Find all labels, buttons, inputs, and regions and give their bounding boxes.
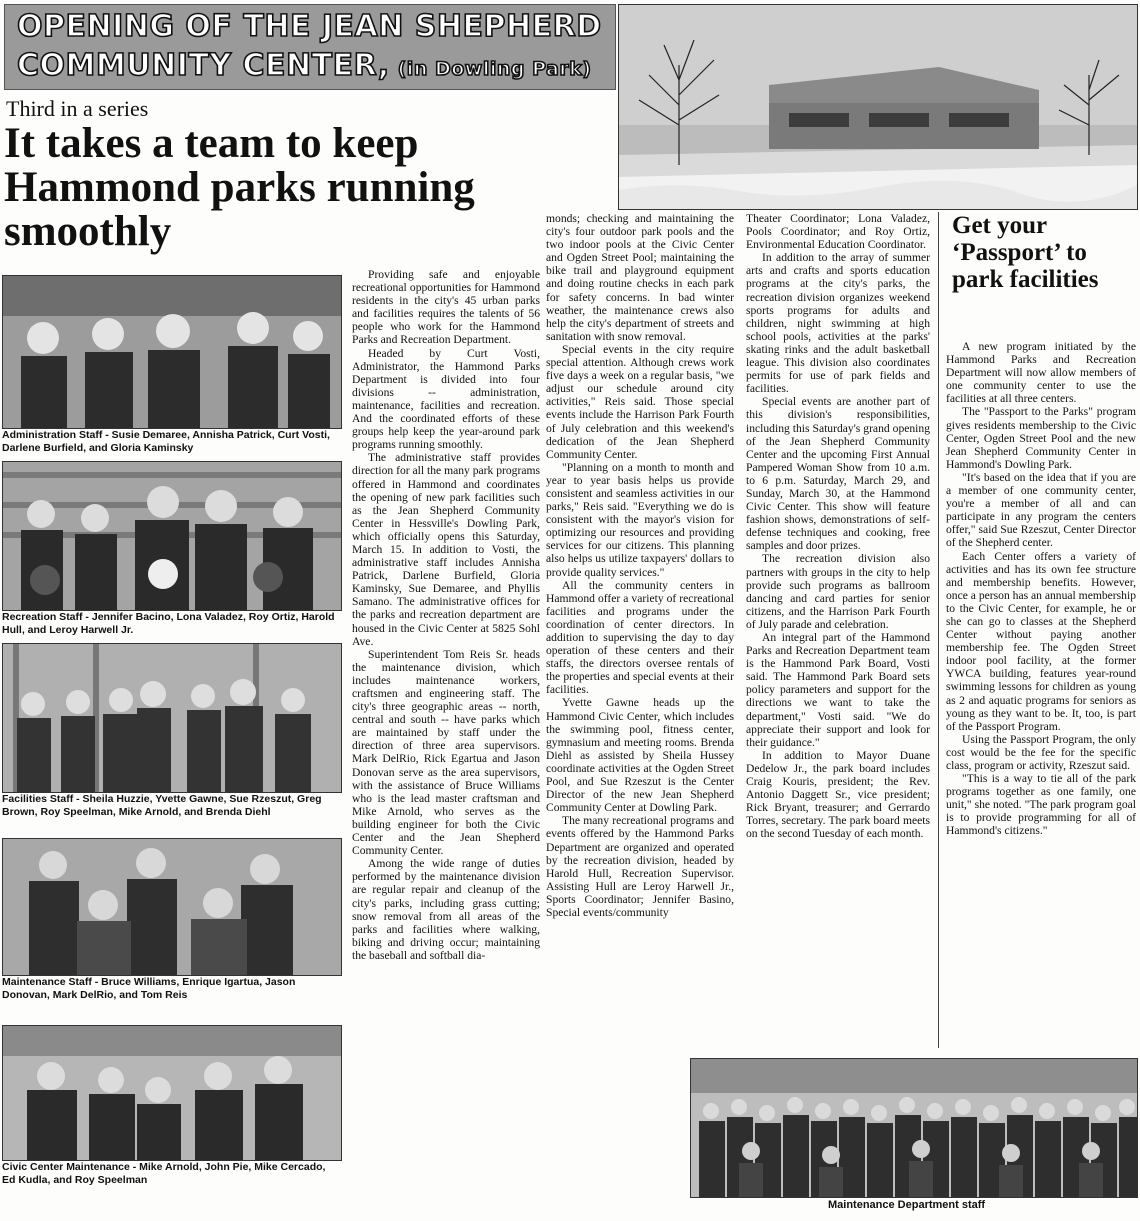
maintenance-department-photo — [690, 1058, 1138, 1198]
col2-paragraph: The many recreational programs and events offered by the Hammond Parks Department are organized and operated by the recreation division, headed by Harold Hull, Recreation Supervisor. Assisting Hull are Leroy Harwell Jr., Sports Coordinator; Jennifer Basino, Special events/community — [546, 814, 734, 919]
maintenance-department-caption: Maintenance Department staff — [828, 1199, 986, 1211]
article-headline: It takes a team to keep Hammond parks running smoothly — [4, 120, 475, 255]
article-column-2 — [546, 212, 734, 1200]
sidebar-paragraph: Using the Passport Program, the only cost would be the fee for the specific class, program or activity, Rzeszut said. — [946, 732, 1136, 772]
col3-paragraph: In addition to Mayor Duane Dedelow Jr., the park board includes Craig Kouris, president; the Rev. Antonio Daggett Sr., vice president; Rick Bryant, treasurer; and Gerrardo Torres, secretary. The park board meets on the second Tuesday of each month. — [746, 748, 930, 841]
civic-center-maintenance-photo — [2, 1025, 342, 1161]
col3-paragraph: Special events are another part of this division's responsibilities, including this Saturday's grand opening of the Jean Shepherd Community Center and the upcoming First Annual Pampered Woman Show from 10 a.m. to 6 p.m. Saturday, March 29, and Sunday, March 30, at the Hammond Civic Center. This show will feature fashion shows, demonstrations of self-defense techniques and cooking, free samples and door prizes. — [746, 395, 930, 553]
col2-paragraph: All the community centers in Hammond offer a variety of recreational facilities and programs under the coordination of center directors. In addition to supervising the day to day operation of these centers and their staffs, the directors oversee rentals of the properties and special events at their facilities. — [546, 578, 734, 697]
col2-paragraph: monds; checking and maintaining the city's four outdoor park pools and the two indoor pools at the Civic Center and Ogden Street Pool; maintaining the bike trail and playground equipment and doing routine checks in each park for safety concerns. In bad winter weather, the maintenance crews also help the city's department of streets and sanitation with snow removal. — [546, 212, 734, 343]
col1-paragraph: Headed by Curt Vosti, Administrator, the Hammond Parks Department is divided into four divisions -- administration, maintenance, facilities and recreation. And the coordinated efforts of these groups help keep the year-around park programs running smoothly. — [352, 346, 540, 452]
maintenance-staff-caption: Maintenance Staff - Bruce Williams, Enrique Igartua, Jason Donovan, Mark DelRio, and Tom Reis — [2, 976, 296, 1001]
banner-line-2-main: COMMUNITY CENTER, — [17, 48, 390, 83]
col1-paragraph: Among the wide range of duties performed by the maintenance division are regular repair and cleanup of the city's parks, including grass cutting; snow removal from all areas of the parks and facilities where walking, biking and driving occur; maintaining the baseball and softball dia- — [352, 857, 540, 962]
facilities-staff-photo — [2, 643, 342, 793]
article-column-3 — [746, 212, 930, 1052]
admin-staff-photo — [2, 275, 342, 429]
sidebar-paragraph: Each Center offers a variety of activities and has its own fee structure and membership benefits. However, once a person has an annual membership to the Civic Center, for example, he or she can go to classes at the Shepherd Center without paying another membership fee. The Ogden Street indoor pool facility, at the former YWCA building, features year-round swimming lessons for children as young as 2 and aquatic programs for seniors as young as they want to be. It, too, is part of the Passport Program. — [946, 549, 1136, 733]
sidebar-paragraph: "This is a way to tie all of the park programs together as one family, one unit," she noted. "The park program goal is to provide programming for all of Hammond's citizens." — [946, 772, 1136, 838]
banner-line-1: OPENING OF THE JEAN SHEPHERD — [17, 9, 602, 44]
banner-line-2-location: (in Dowling Park) — [397, 58, 592, 80]
col3-paragraph: Theater Coordinator; Lona Valadez, Pools Coordinator; and Roy Ortiz, Environmental Education Coordinator. — [746, 212, 930, 252]
sidebar-column — [946, 340, 1136, 1050]
sidebar-title: Get your ‘Passport’ to park facilities — [952, 212, 1099, 293]
col1-paragraph: Superintendent Tom Reis Sr. heads the maintenance division, which includes maintenance workers, craftsmen and engineering staff. The city's three geographic areas -- north, central and south -- have parks which are maintained by staff under the direction of three area supervisors. Mark DelRio, Rick Egartua and Jason Donovan serve as the area supervisors, with the assistance of Bruce Williams who is the lead master craftsman and Mike Arnold, who serves as the building engineer for both the Civic Center and the Jean Shepherd Community Center. — [352, 647, 540, 858]
sidebar-paragraph: "It's based on the idea that if you are a member of one community center, you're a member of all and can participate in any program the centers offer," said Sue Rzeszut, Center Director of the Shepherd center. — [946, 470, 1136, 550]
section-banner — [4, 4, 616, 90]
facilities-staff-caption: Facilities Staff - Sheila Huzzie, Yvette Gawne, Sue Rzeszut, Greg Brown, Roy Speelman, Mike Arnold, and Brenda Diehl — [2, 793, 322, 818]
col2-paragraph: "Planning on a month to month and year to year basis helps us provide consistent and seamless activities in our parks," Reis said. "Everything we do is consistent with the mayor's vision for optimizing our resources and providing services for our citizens. This planning also helps us utilize taxpayers' dollars to provide quality services." — [546, 460, 734, 579]
col3-paragraph: An integral part of the Hammond Parks and Recreation Department team is the Hammond Park Board, Vosti said. The Hammond Park Board sets policy parameters and support for the directions we want to take the department," Vosti said. "We do appreciate their support and look for their guidance." — [746, 631, 930, 749]
community-center-photo — [618, 4, 1138, 210]
article-column-1 — [352, 268, 540, 1200]
col2-paragraph: Yvette Gawne heads up the Hammond Civic Center, which includes the swimming pool, fitness center, gymnasium and meeting rooms. Brenda Diehl as assisted by Sheila Hussey coordinate activities at the Ogden Street Pool, and Sue Rzeszut is the Center Director of the new Jean Shepherd Community Center at Dowling Park. — [546, 696, 734, 815]
admin-staff-caption: Administration Staff - Susie Demaree, Annisha Patrick, Curt Vosti, Darlene Burfield, and Gloria Kaminsky — [2, 429, 330, 454]
series-kicker: Third in a series — [6, 96, 149, 121]
sidebar-divider — [938, 212, 939, 1048]
civic-center-maintenance-caption: Civic Center Maintenance - Mike Arnold, John Pie, Mike Cercado, Ed Kudla, and Roy Speelman — [2, 1161, 326, 1186]
col2-paragraph: Special events in the city require special attention. Although crews work five days a week on a regular basis, "we adjust our schedule around city activities," Reis said. Those special events include the Harrison Park Fourth of July celebration and this weekend's dedication of the Jean Shepherd Community Center. — [546, 342, 734, 461]
col1-paragraph: Providing safe and enjoyable recreational opportunities for Hammond residents in the city's 45 urban parks and facilities requires the talents of 56 people who work for the Hammond Parks and Recreation Department. — [352, 268, 540, 347]
col3-paragraph: In addition to the array of summer arts and crafts and sports education programs at the city's parks, the recreation division organizes weekend sports programs for adults and children, night swimming at high school pools, activities at the parks' skating rinks and the adult basketball league. This division also coordinates permits for use of park fields and facilities. — [746, 251, 930, 396]
banner-line-2 — [17, 48, 592, 83]
recreation-staff-photo — [2, 461, 342, 611]
col1-paragraph: The administrative staff provides direction for all the many park programs offered in Hammond and coordinates the opening of new park facilities such as the Jean Shepherd Community Center in Hessville's Dowling Park, which officially opens this Saturday, March 15. In addition to Vosti, the administrative staff includes Annisha Patrick, Darlene Burfield, Gloria Kaminsky, Sue Demaree, and Phyllis Samano. The administrative offices for the parks and recreation department are housed in the Civic Center at 5825 Sohl Ave. — [352, 451, 540, 648]
sidebar-paragraph: The "Passport to the Parks" program gives residents membership to the Civic Center, Ogden Street Pool and the new Jean Shepherd Community Center in Hammond's Dowling Park. — [946, 405, 1136, 471]
sidebar-paragraph: A new program initiated by the Hammond Parks and Recreation Department will now allow members of one community center to use the facilities at all three centers. — [946, 340, 1136, 406]
maintenance-staff-photo — [2, 838, 342, 976]
recreation-staff-caption: Recreation Staff - Jennifer Bacino, Lona Valadez, Roy Ortiz, Harold Hull, and Leroy Harwell Jr. — [2, 611, 335, 636]
col3-paragraph: The recreation division also partners with groups in the city to help provide such programs as ballroom dancing and card parties for senior citizens, and the Harrison Park Fourth of July parade and celebration. — [746, 552, 930, 631]
